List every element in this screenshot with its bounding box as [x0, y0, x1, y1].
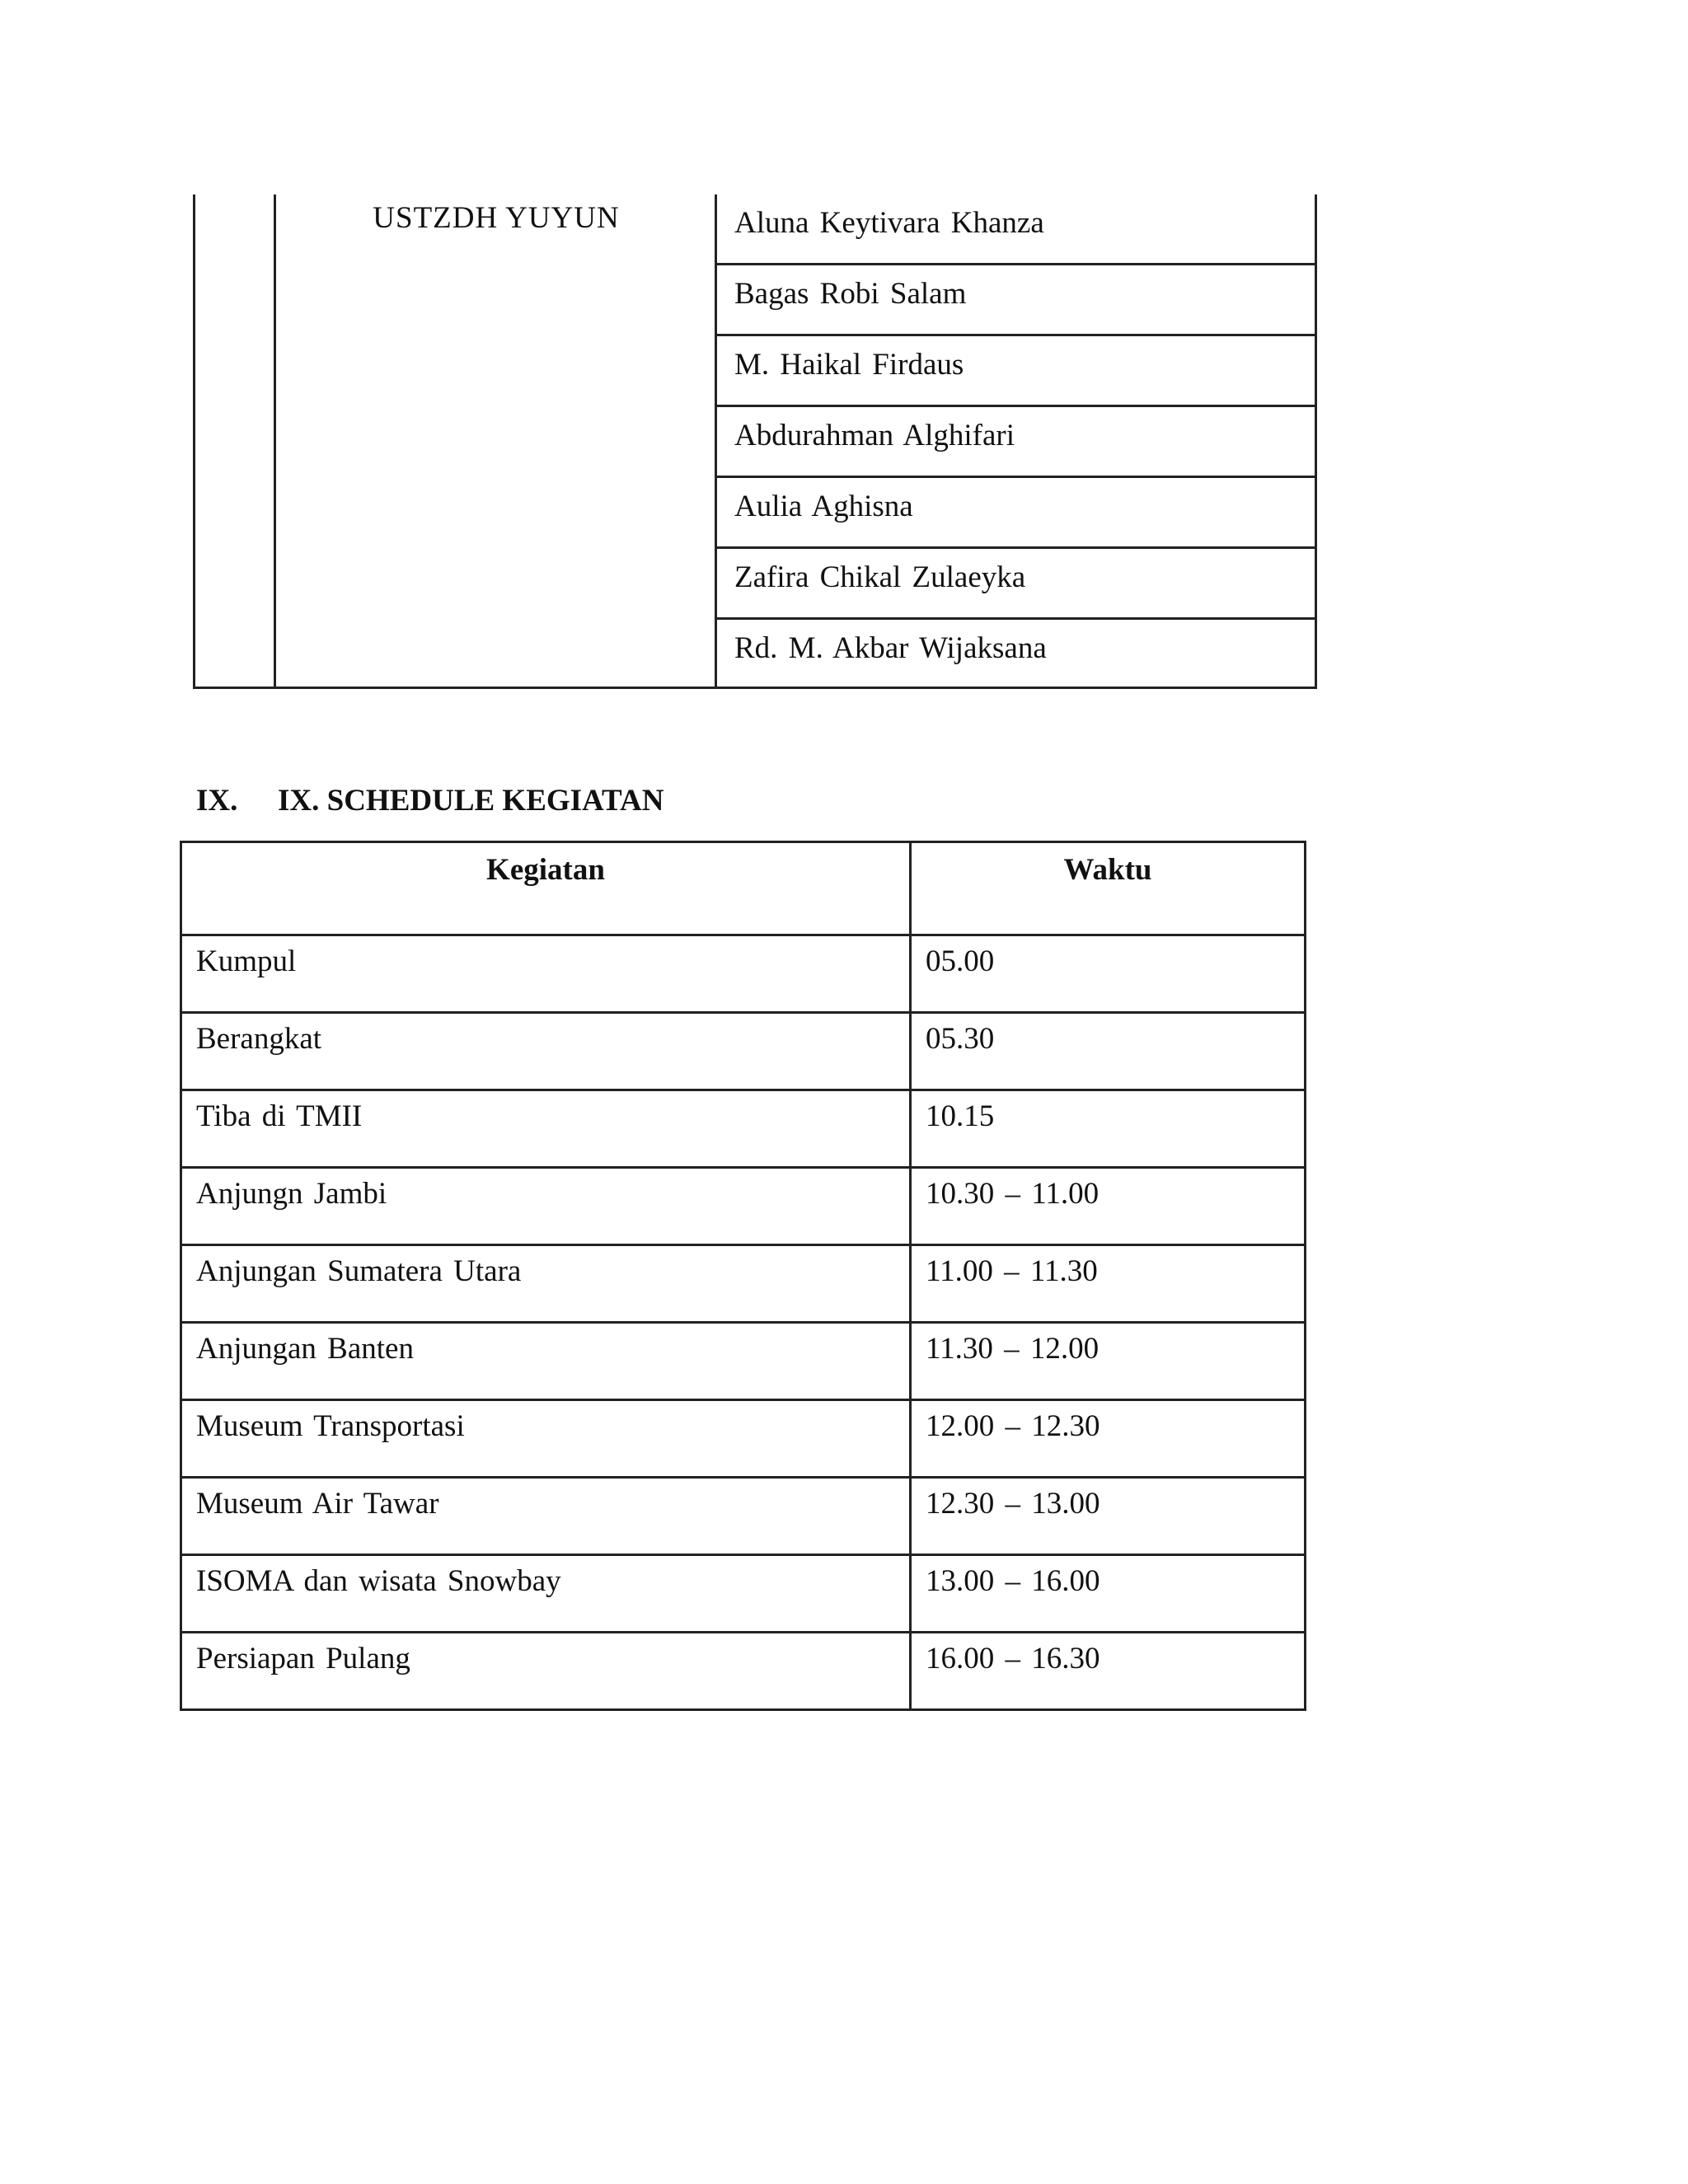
table-row	[181, 1013, 1306, 1090]
activity-cell: Museum Transportasi	[181, 1400, 911, 1478]
activity-cell: Anjungn Jambi	[181, 1168, 911, 1245]
time-cell: 16.00 – 16.30	[911, 1633, 1306, 1710]
activity-cell: Museum Air Tawar	[181, 1478, 911, 1555]
table-row	[181, 1478, 1306, 1555]
time-cell: 05.00	[911, 935, 1306, 1013]
table-row	[181, 1090, 1306, 1168]
activity-cell: Persiapan Pulang	[181, 1633, 911, 1710]
table-row	[181, 1555, 1306, 1633]
table-row	[181, 1245, 1306, 1323]
time-cell: 12.00 – 12.30	[911, 1400, 1306, 1478]
table-row	[181, 1168, 1306, 1245]
time-cell: 12.30 – 13.00	[911, 1478, 1306, 1555]
member-row: Zafira Chikal Zulaeyka	[717, 549, 1315, 620]
column-divider	[274, 194, 276, 687]
section-number: IX.	[196, 784, 238, 818]
member-row: Aluna Keytivara Khanza	[717, 194, 1315, 265]
table-row	[181, 1323, 1306, 1400]
header-activity: Kegiatan	[181, 842, 911, 935]
table-row	[181, 935, 1306, 1013]
member-row: M. Haikal Firdaus	[717, 336, 1315, 407]
table-row	[181, 1400, 1306, 1478]
activity-cell: Berangkat	[181, 1013, 911, 1090]
section-heading	[196, 780, 663, 822]
activity-cell: ISOMA dan wisata Snowbay	[181, 1555, 911, 1633]
group-leader-name: USTZDH YUYUN	[373, 201, 620, 235]
group-members	[717, 194, 1315, 687]
schedule-table	[180, 841, 1306, 1711]
time-cell: 10.15	[911, 1090, 1306, 1168]
group-table	[193, 194, 1317, 689]
activity-cell: Anjungan Banten	[181, 1323, 911, 1400]
header-time: Waktu	[911, 842, 1306, 935]
table-row	[181, 1633, 1306, 1710]
activity-cell: Tiba di TMII	[181, 1090, 911, 1168]
time-cell: 11.00 – 11.30	[911, 1245, 1306, 1323]
time-cell: 13.00 – 16.00	[911, 1555, 1306, 1633]
time-cell: 11.30 – 12.00	[911, 1323, 1306, 1400]
member-row: Bagas Robi Salam	[717, 265, 1315, 336]
time-cell: 10.30 – 11.00	[911, 1168, 1306, 1245]
activity-cell: Kumpul	[181, 935, 911, 1013]
member-row: Rd. M. Akbar Wijaksana	[734, 631, 1047, 665]
section-title: IX. SCHEDULE KEGIATAN	[278, 784, 664, 818]
member-row: Abdurahman Alghifari	[717, 407, 1315, 478]
activity-cell: Anjungan Sumatera Utara	[181, 1245, 911, 1323]
time-cell: 05.30	[911, 1013, 1306, 1090]
schedule-header-row	[181, 842, 1306, 935]
member-row: Aulia Aghisna	[717, 478, 1315, 549]
